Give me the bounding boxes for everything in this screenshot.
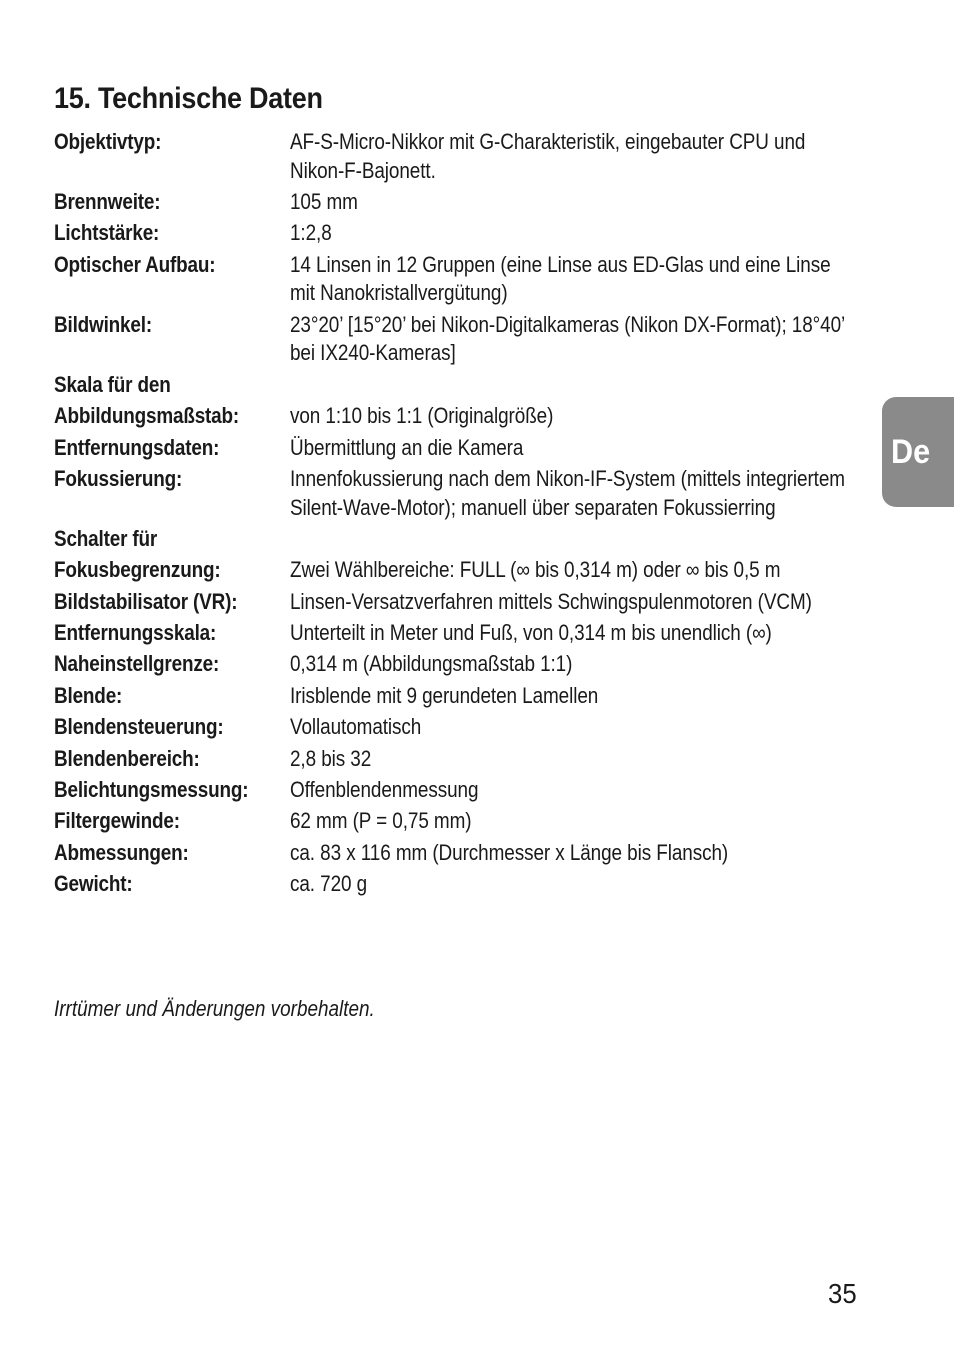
spec-value-text: Irisblende mit 9 gerundeten Lamellen <box>290 682 599 708</box>
spec-value-text: Zwei Wählbereiche: FULL (∞ bis 0,314 m) oder ∞ bis 0,5 m <box>290 557 781 583</box>
spec-label: Gewicht: <box>54 871 133 897</box>
spec-label: Bildwinkel: <box>54 311 152 337</box>
disclaimer: Irrtümer und Änderungen vorbehalten. <box>54 996 375 1021</box>
spec-row <box>54 219 864 248</box>
spec-row <box>54 402 864 431</box>
spec-label: Objektivtyp: <box>54 129 162 154</box>
spec-value <box>290 807 864 836</box>
spec-value-text: AF-S-Micro-Nikkor mit G-Charakteristik, eingebauter CPU und Nikon-F-Bajonett. <box>290 129 806 183</box>
spec-row <box>54 251 864 308</box>
spec-value-text: 62 mm (P = 0,75 mm) <box>290 808 472 834</box>
spec-value <box>290 870 864 899</box>
spec-value-text: Offenblendenmessung <box>290 777 479 803</box>
spec-label: Blende: <box>54 682 123 708</box>
spec-value <box>290 219 864 248</box>
spec-value-text: von 1:10 bis 1:1 (Originalgröße) <box>290 403 554 429</box>
spec-value <box>290 776 864 805</box>
spec-value-text: 14 Linsen in 12 Gruppen (eine Linse aus ED-Glas und eine Linse mit Nanokristallvergütung) <box>290 251 831 306</box>
spec-label: Bildstabilisator (VR): <box>54 588 238 614</box>
spec-row <box>54 619 864 648</box>
spec-row <box>54 434 864 463</box>
spec-row <box>54 839 864 868</box>
spec-value <box>290 650 864 679</box>
spec-row <box>54 311 864 368</box>
spec-label: Lichtstärke: <box>54 220 160 246</box>
spec-value <box>290 525 864 554</box>
spec-label: Fokusbegrenzung: <box>54 557 221 583</box>
spec-value <box>290 434 864 463</box>
spec-value <box>290 465 864 522</box>
spec-label: Naheinstellgrenze: <box>54 651 220 677</box>
spec-value-text: ca. 720 g <box>290 871 368 897</box>
language-tab <box>882 397 954 507</box>
spec-value <box>290 713 864 742</box>
spec-value-text: Übermittlung an die Kamera <box>290 434 524 460</box>
spec-value-text: Innenfokussierung nach dem Nikon-IF-System (mittels integriertem Silent-Wave-Motor); manuell über separaten Fokussierring <box>290 465 845 520</box>
spec-value <box>290 402 864 431</box>
page-title: 15. Technische Daten <box>54 82 323 115</box>
spec-label: Abmessungen: <box>54 839 189 865</box>
spec-table <box>54 128 864 902</box>
spec-row <box>54 188 864 217</box>
spec-value <box>290 188 864 217</box>
language-tab-label: De <box>891 432 931 471</box>
spec-row <box>54 465 864 522</box>
spec-row <box>54 682 864 711</box>
spec-row <box>54 650 864 679</box>
spec-value-text: 105 mm <box>290 188 358 214</box>
spec-value <box>290 839 864 868</box>
spec-row <box>54 525 864 554</box>
spec-value-text: 0,314 m (Abbildungsmaßstab 1:1) <box>290 651 573 677</box>
spec-row <box>54 870 864 899</box>
spec-value <box>290 371 864 400</box>
spec-row <box>54 371 864 400</box>
spec-value-text: Unterteilt in Meter und Fuß, von 0,314 m bis unendlich (∞) <box>290 620 772 646</box>
spec-row <box>54 128 864 185</box>
page-number: 35 <box>828 1278 857 1309</box>
spec-value-text: 2,8 bis 32 <box>290 745 372 771</box>
spec-value <box>290 556 864 585</box>
spec-row <box>54 588 864 617</box>
spec-label: Belichtungsmessung: <box>54 777 249 803</box>
spec-label: Skala für den <box>54 371 171 397</box>
spec-label: Schalter für <box>54 525 158 551</box>
spec-label: Blendenbereich: <box>54 745 200 771</box>
spec-label: Abbildungsmaßstab: <box>54 403 240 429</box>
spec-value <box>290 619 864 648</box>
spec-value <box>290 588 864 617</box>
spec-label: Entfernungsdaten: <box>54 434 220 460</box>
spec-value <box>290 251 864 308</box>
spec-label: Entfernungsskala: <box>54 620 217 646</box>
spec-value-text: ca. 83 x 116 mm (Durchmesser x Länge bis Flansch) <box>290 839 729 865</box>
spec-value-text: Vollautomatisch <box>290 714 422 740</box>
spec-value <box>290 745 864 774</box>
spec-value-text: Linsen-Versatzverfahren mittels Schwingspulenmotoren (VCM) <box>290 588 812 614</box>
spec-row <box>54 807 864 836</box>
spec-label: Optischer Aufbau: <box>54 251 216 277</box>
spec-label: Brennweite: <box>54 188 161 214</box>
spec-label: Fokussierung: <box>54 465 183 491</box>
spec-row <box>54 713 864 742</box>
spec-value-text: 1:2,8 <box>290 220 332 246</box>
spec-value-text: 23°20’ [15°20’ bei Nikon-Digitalkameras (Nikon DX-Format); 18°40’ bei IX240-Kameras] <box>290 311 845 366</box>
spec-value <box>290 128 864 185</box>
spec-value <box>290 682 864 711</box>
spec-value <box>290 311 864 368</box>
spec-label: Blendensteuerung: <box>54 714 224 740</box>
spec-label: Filtergewinde: <box>54 808 180 834</box>
spec-row <box>54 776 864 805</box>
spec-row <box>54 556 864 585</box>
spec-row <box>54 745 864 774</box>
